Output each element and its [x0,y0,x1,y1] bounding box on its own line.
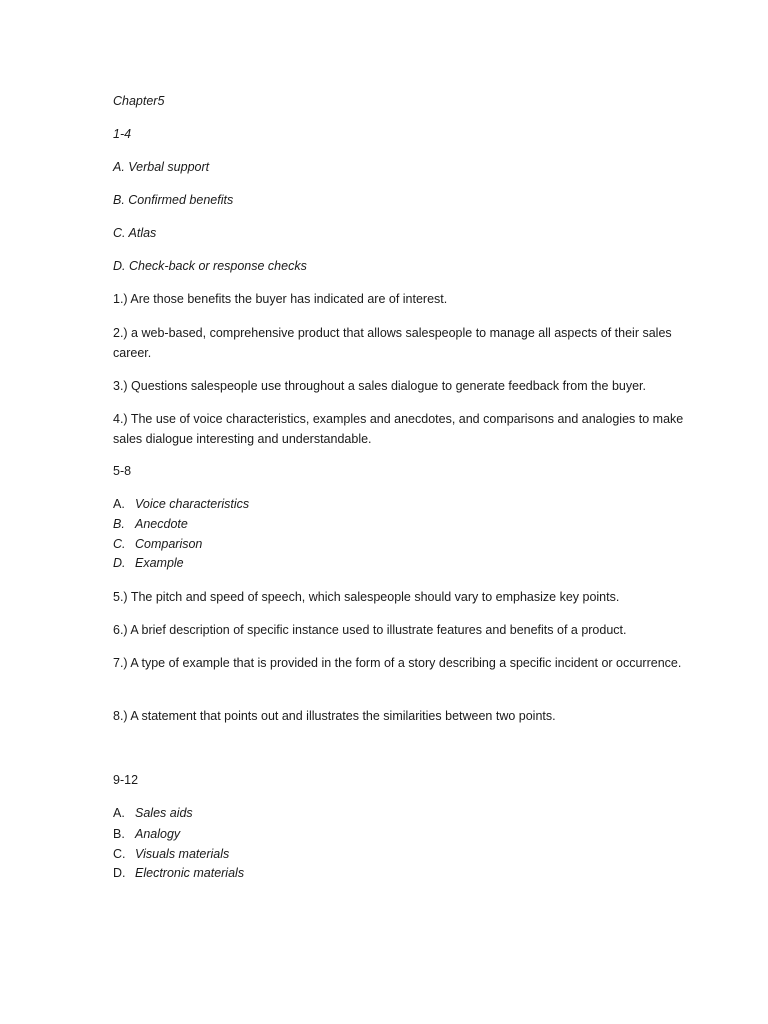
option-letter: B. [113,517,125,531]
option-item [113,844,229,864]
question-4: 4.) The use of voice characteristics, examples and anecdotes, and comparisons and analogies to make sales dialogue interesting and understandable. [113,412,684,446]
option-b: B. Confirmed benefits [113,193,234,207]
option-letter: B. [113,827,125,841]
section-heading-9-12: 9-12 [113,773,139,787]
option-text: Comparison [135,537,203,551]
question-5: 5.) The pitch and speed of speech, which salespeople should vary to emphasize key points. [113,590,620,604]
option-item [113,514,188,534]
option-d: D. Check-back or response checks [113,259,307,273]
option-item [113,553,184,573]
option-c: C. Atlas [113,226,157,240]
question-8: 8.) A statement that points out and illustrates the similarities between two points. [113,709,556,723]
section-heading-5-8: 5-8 [113,464,132,478]
option-item [113,824,180,844]
option-item [113,803,193,823]
question-6: 6.) A brief description of specific instance used to illustrate features and benefits of a product. [113,623,627,637]
option-letter: C. [113,847,126,861]
option-text: Anecdote [135,517,188,531]
option-letter: A. [113,806,125,820]
option-text: Visuals materials [135,847,230,861]
question-3: 3.) Questions salespeople use throughout a sales dialogue to generate feedback from the buyer. [113,379,646,393]
option-item [113,534,202,554]
option-item [113,494,249,514]
option-text: Example [135,556,184,570]
question-2: 2.) a web-based, comprehensive product that allows salespeople to manage all aspects of their sales career. [113,326,672,360]
option-text: Sales aids [135,806,193,820]
option-text: Analogy [135,827,181,841]
chapter-title: Chapter5 [113,94,165,108]
section-heading-1-4: 1-4 [113,127,132,141]
option-item [113,863,244,883]
question-7: 7.) A type of example that is provided in the form of a story describing a specific incident or occurrence. [113,656,682,670]
option-letter: C. [113,537,126,551]
question-1: 1.) Are those benefits the buyer has indicated are of interest. [113,292,448,306]
option-letter: D. [113,556,126,570]
option-letter: A. [113,497,125,511]
option-text: Voice characteristics [135,497,250,511]
option-text: Electronic materials [135,866,245,880]
option-letter: D. [113,866,126,880]
option-a: A. Verbal support [113,160,210,174]
